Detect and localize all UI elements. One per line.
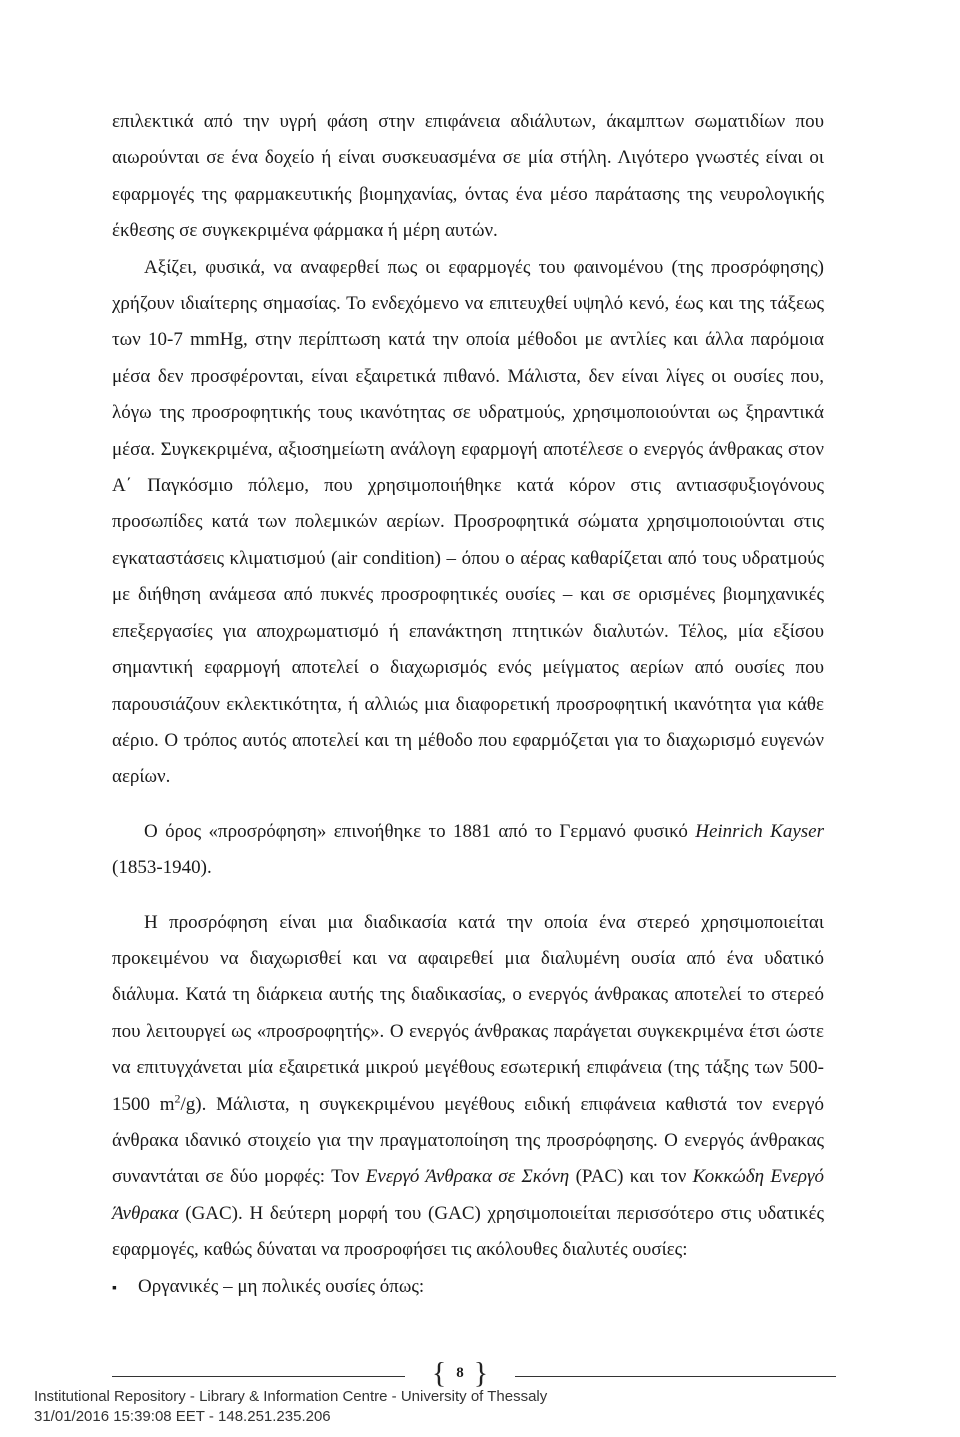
activated-carbon-text-c: (PAC) και τον <box>569 1166 693 1188</box>
page-number <box>405 1352 515 1392</box>
page-body <box>112 104 824 1307</box>
brace-open-icon: { <box>431 1356 447 1390</box>
scientist-name: Heinrich Kayser <box>695 820 824 842</box>
bullet-item <box>112 1269 824 1307</box>
bullet-item-text: Οργανικές – μη πολικές ουσίες όπως: <box>138 1275 425 1297</box>
term-origin-text: Ο όρος «προσρόφηση» επινοήθηκε το 1881 από το Γερμανό φυσικό <box>144 820 696 842</box>
gac-term: Κοκκώδη Ενεργό Άνθρακα <box>112 1166 825 1224</box>
paragraph-applications: Αξίζει, φυσικά, να αναφερθεί πως οι εφαρμογές του φαινομένου (της προσρόφησης) χρήζουν ιδιαίτερης σημασίας. Το ενδεχόμενο να επιτευχθεί υψηλό κενό, έως και της τάξεως των 10-7 mmHg, στην περίπτωση κατά την οποία μέθοδοι με αντλίες και άλλα παρόμοια μέσα δεν προσφέρονται, είναι εξαιρετικά πιθανό. Μάλιστα, δεν είναι λίγες οι ουσίες που, λόγω της προσροφητικής τους ικανότητας σε υδρατμούς, χρησιμοποιούνται ως ξηραντικά μέσα. Συγκεκριμένα, αξιοσημείωτη ανάλογη εφαρμογή αποτέλεσε ο ενεργός άνθρακας στον Α΄ Παγκόσμιο πόλεμο, που χρησιμοποιήθηκε κατά κόρον στις αντιασφυξιογόνους προσωπίδες κατά των πολεμικών αερίων. Προσροφητικά σώματα χρησιμοποιούνται στις εγκαταστάσεις κλιματισμού (air condition) – όπου ο αέρας καθαρίζεται από τους υδρατμούς με διήθηση ανάμεσα από πυκνές προσροφητικές ουσίες – και σε ορισμένες βιομηχανικές επεξεργασίες για αποχρωματισμό ή επανάκτηση πτητικών διαλυτών. Τέλος, μία εξίσου σημαντική εφαρμογή αποτελεί ο διαχωρισμός ενός μείγματος αερίων από ουσίες που παρουσιάζουν εκλεκτικότητα, ή αλλιώς μια διαφορετική προσροφητική ικανότητα για κάθε αέριο. Ο τρόπος αυτός αποτελεί και τη μέθοδο που εφαρμόζεται για το διαχωρισμό ευγενών αερίων. <box>112 256 824 788</box>
bullet-square-icon: ▪ <box>112 1280 117 1296</box>
repository-watermark: Institutional Repository - Library & Information Centre - University of Thessaly <box>34 1388 548 1405</box>
paragraph-activated-carbon <box>112 905 824 1269</box>
pac-term: Ενεργό Άνθρακα σε Σκόνη <box>365 1166 570 1188</box>
brace-close-icon: } <box>473 1356 489 1390</box>
page-number-value: 8 <box>456 1365 464 1382</box>
activated-carbon-text-a: Η προσρόφηση είναι μια διαδικασία κατά την οποία ένα στερεό χρησιμοποιείται προκειμένου να διαχωρισθεί και να αφαιρεθεί μια διαλυμένη ουσία από ένα υδατικό διάλυμα. Κατά τη διάρκεια αυτής της διαδικασίας, ο ενεργός άνθρακας αποτελεί το στερεό που λειτουργεί ως «προσροφητής». Ο ενεργός άνθρακας παράγεται συγκεκριμένα έτσι ώστε να επιτυγχάνεται μία εξαιρετικά μικρού μεγέθους εσωτερική επιφάνεια (της τάξης των 500-1500 m <box>112 911 824 1115</box>
term-origin-years: (1853-1940). <box>112 857 212 879</box>
activated-carbon-text-b: /g). Μάλιστα, η συγκεκριμένου μεγέθους ειδική επιφάνεια καθιστά τον ενεργό άνθρακα ιδανικό στοιχείο για την πραγματοποίηση της προσρόφησης. Ο ενεργός άνθρακας συναντάται σε δύο μορφές: Τον <box>112 1093 825 1188</box>
paragraph-term-origin <box>112 814 824 887</box>
activated-carbon-text-d: (GAC). Η δεύτερη μορφή του (GAC) χρησιμοποιείται περισσότερο στις υδατικές εφαρμογές, καθώς δύναται να προσροφήσει τις ακόλουθες διαλυτές ουσίες: <box>112 1202 824 1261</box>
paragraph-intro: επιλεκτικά από την υγρή φάση στην επιφάνεια αδιάλυτων, άκαμπτων σωματιδίων που αιωρούνται σε ένα δοχείο ή είναι συσκευασμένα σε μία στήλη. Λιγότερο γνωστές είναι οι εφαρμογές της φαρμακευτικής βιομηχανίας, όντας ένα μέσο παράτασης της νευρολογικής έκθεσης σε συγκεκριμένα φάρμακα ή μέρη αυτών. <box>112 111 824 242</box>
download-timestamp: 31/01/2016 15:39:08 EET - 148.251.235.206 <box>34 1408 331 1425</box>
superscript-two: 2 <box>174 1091 181 1106</box>
